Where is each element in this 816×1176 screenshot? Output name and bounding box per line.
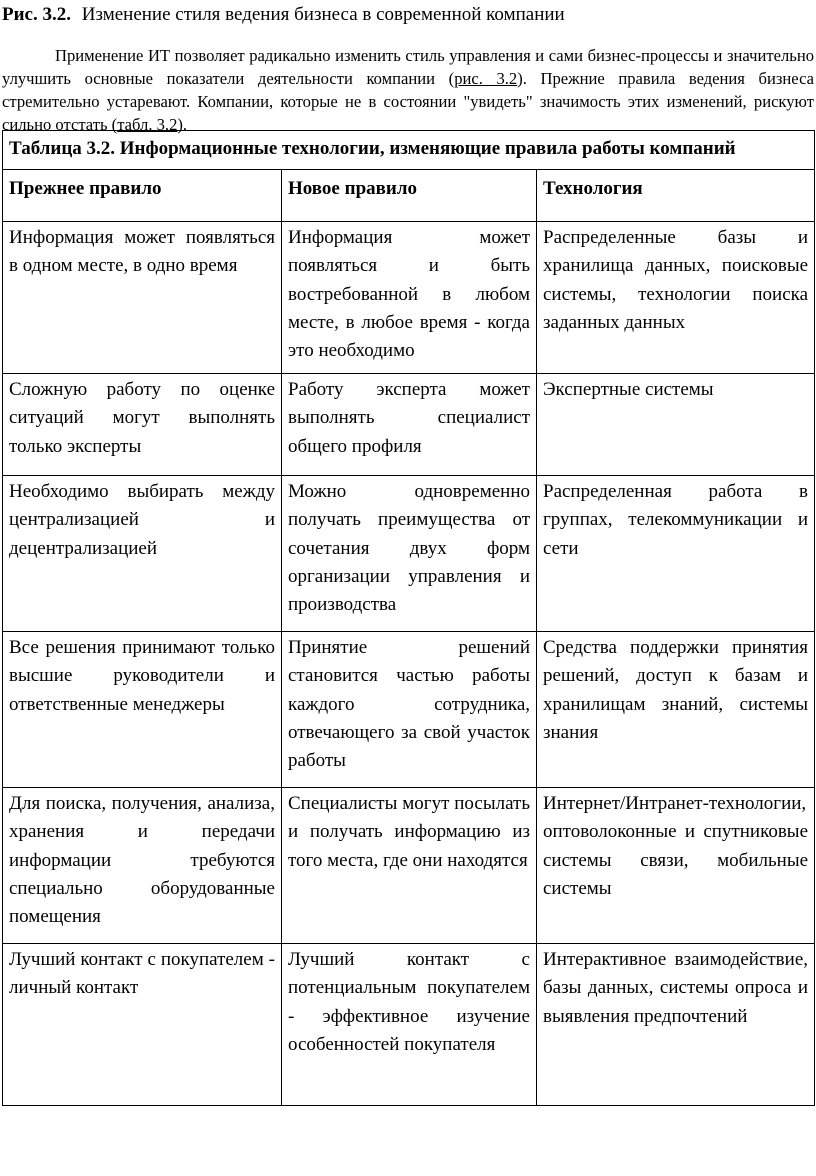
- table-caption-row: [3, 131, 815, 170]
- figure-title: Изменение стиля ведения бизнеса в современной компании: [81, 4, 565, 25]
- paragraph-text-3: ).: [177, 115, 188, 134]
- intro-paragraph: [2, 44, 814, 136]
- new-rule-cell: Принятие решений становится частью работы каждого сотрудника, отвечающего за свой участок работы: [282, 632, 537, 788]
- table-row: [3, 222, 815, 374]
- header-old-rule: Прежнее правило: [3, 170, 282, 222]
- table-row: [3, 632, 815, 788]
- technology-cell: Интерактивное взаимодействие, базы данных, системы опроса и выявления предпочтений: [537, 944, 815, 1106]
- old-rule-cell: Сложную работу по оценке ситуаций могут выполнять только эксперты: [3, 374, 282, 476]
- old-rule-cell: Все решения принимают только высшие руководители и ответственные менеджеры: [3, 632, 282, 788]
- figure-caption: [2, 2, 814, 28]
- figure-label: Рис. 3.2.: [2, 4, 71, 25]
- old-rule-cell: Необходимо выбирать между централизацией и децентрализацией: [3, 476, 282, 632]
- figure-link[interactable]: рис. 3.2: [454, 69, 518, 88]
- technology-cell: Распределенная работа в группах, телекоммуникации и сети: [537, 476, 815, 632]
- technology-cell: Средства поддержки принятия решений, доступ к базам и хранилищам знаний, системы знания: [537, 632, 815, 788]
- header-technology: Технология: [537, 170, 815, 222]
- paragraph-text-2: ). Прежние правила ведения бизнеса стремительно устаревают. Компании, которые не в состоянии "увидеть" значимость этих изменений, рискуют сильно отстать (: [2, 69, 815, 134]
- header-new-rule: Новое правило: [282, 170, 537, 222]
- table-link[interactable]: табл. 3.2: [117, 115, 178, 134]
- technology-cell: Распределенные базы и хранилища данных, поисковые системы, технологии поиска заданных данных: [537, 222, 815, 374]
- new-rule-cell: Специалисты могут посылать и получать информацию из того места, где они находятся: [282, 788, 537, 944]
- rules-table: [2, 130, 815, 1106]
- new-rule-cell: Информация может появляться и быть востребованной в любом месте, в любое время - когда это необходимо: [282, 222, 537, 374]
- old-rule-cell: Для поиска, получения, анализа, хранения и передачи информации требуются специально оборудованные помещения: [3, 788, 282, 944]
- table-row: [3, 476, 815, 632]
- table-header-row: [3, 170, 815, 222]
- new-rule-cell: Можно одновременно получать преимущества от сочетания двух форм организации управления и производства: [282, 476, 537, 632]
- technology-cell: Экспертные системы: [537, 374, 815, 476]
- table-row: [3, 944, 815, 1106]
- table-caption: Таблица 3.2. Информационные технологии, изменяющие правила работы компаний: [3, 131, 815, 170]
- old-rule-cell: Лучший контакт с покупателем - личный контакт: [3, 944, 282, 1106]
- technology-cell: Интернет/Интранет-технологии, оптоволоконные и спутниковые системы связи, мобильные системы: [537, 788, 815, 944]
- old-rule-cell: Информация может появляться в одном месте, в одно время: [3, 222, 282, 374]
- paragraph-text-1: Применение ИТ позволяет радикально изменить стиль управления и сами бизнес-процессы и значительно улучшить основные показатели деятельности компании (: [2, 46, 814, 88]
- new-rule-cell: Работу эксперта может выполнять специалист общего профиля: [282, 374, 537, 476]
- new-rule-cell: Лучший контакт с потенциальным покупателем - эффективное изучение особенностей покупателя: [282, 944, 537, 1106]
- table-row: [3, 788, 815, 944]
- table-row: [3, 374, 815, 476]
